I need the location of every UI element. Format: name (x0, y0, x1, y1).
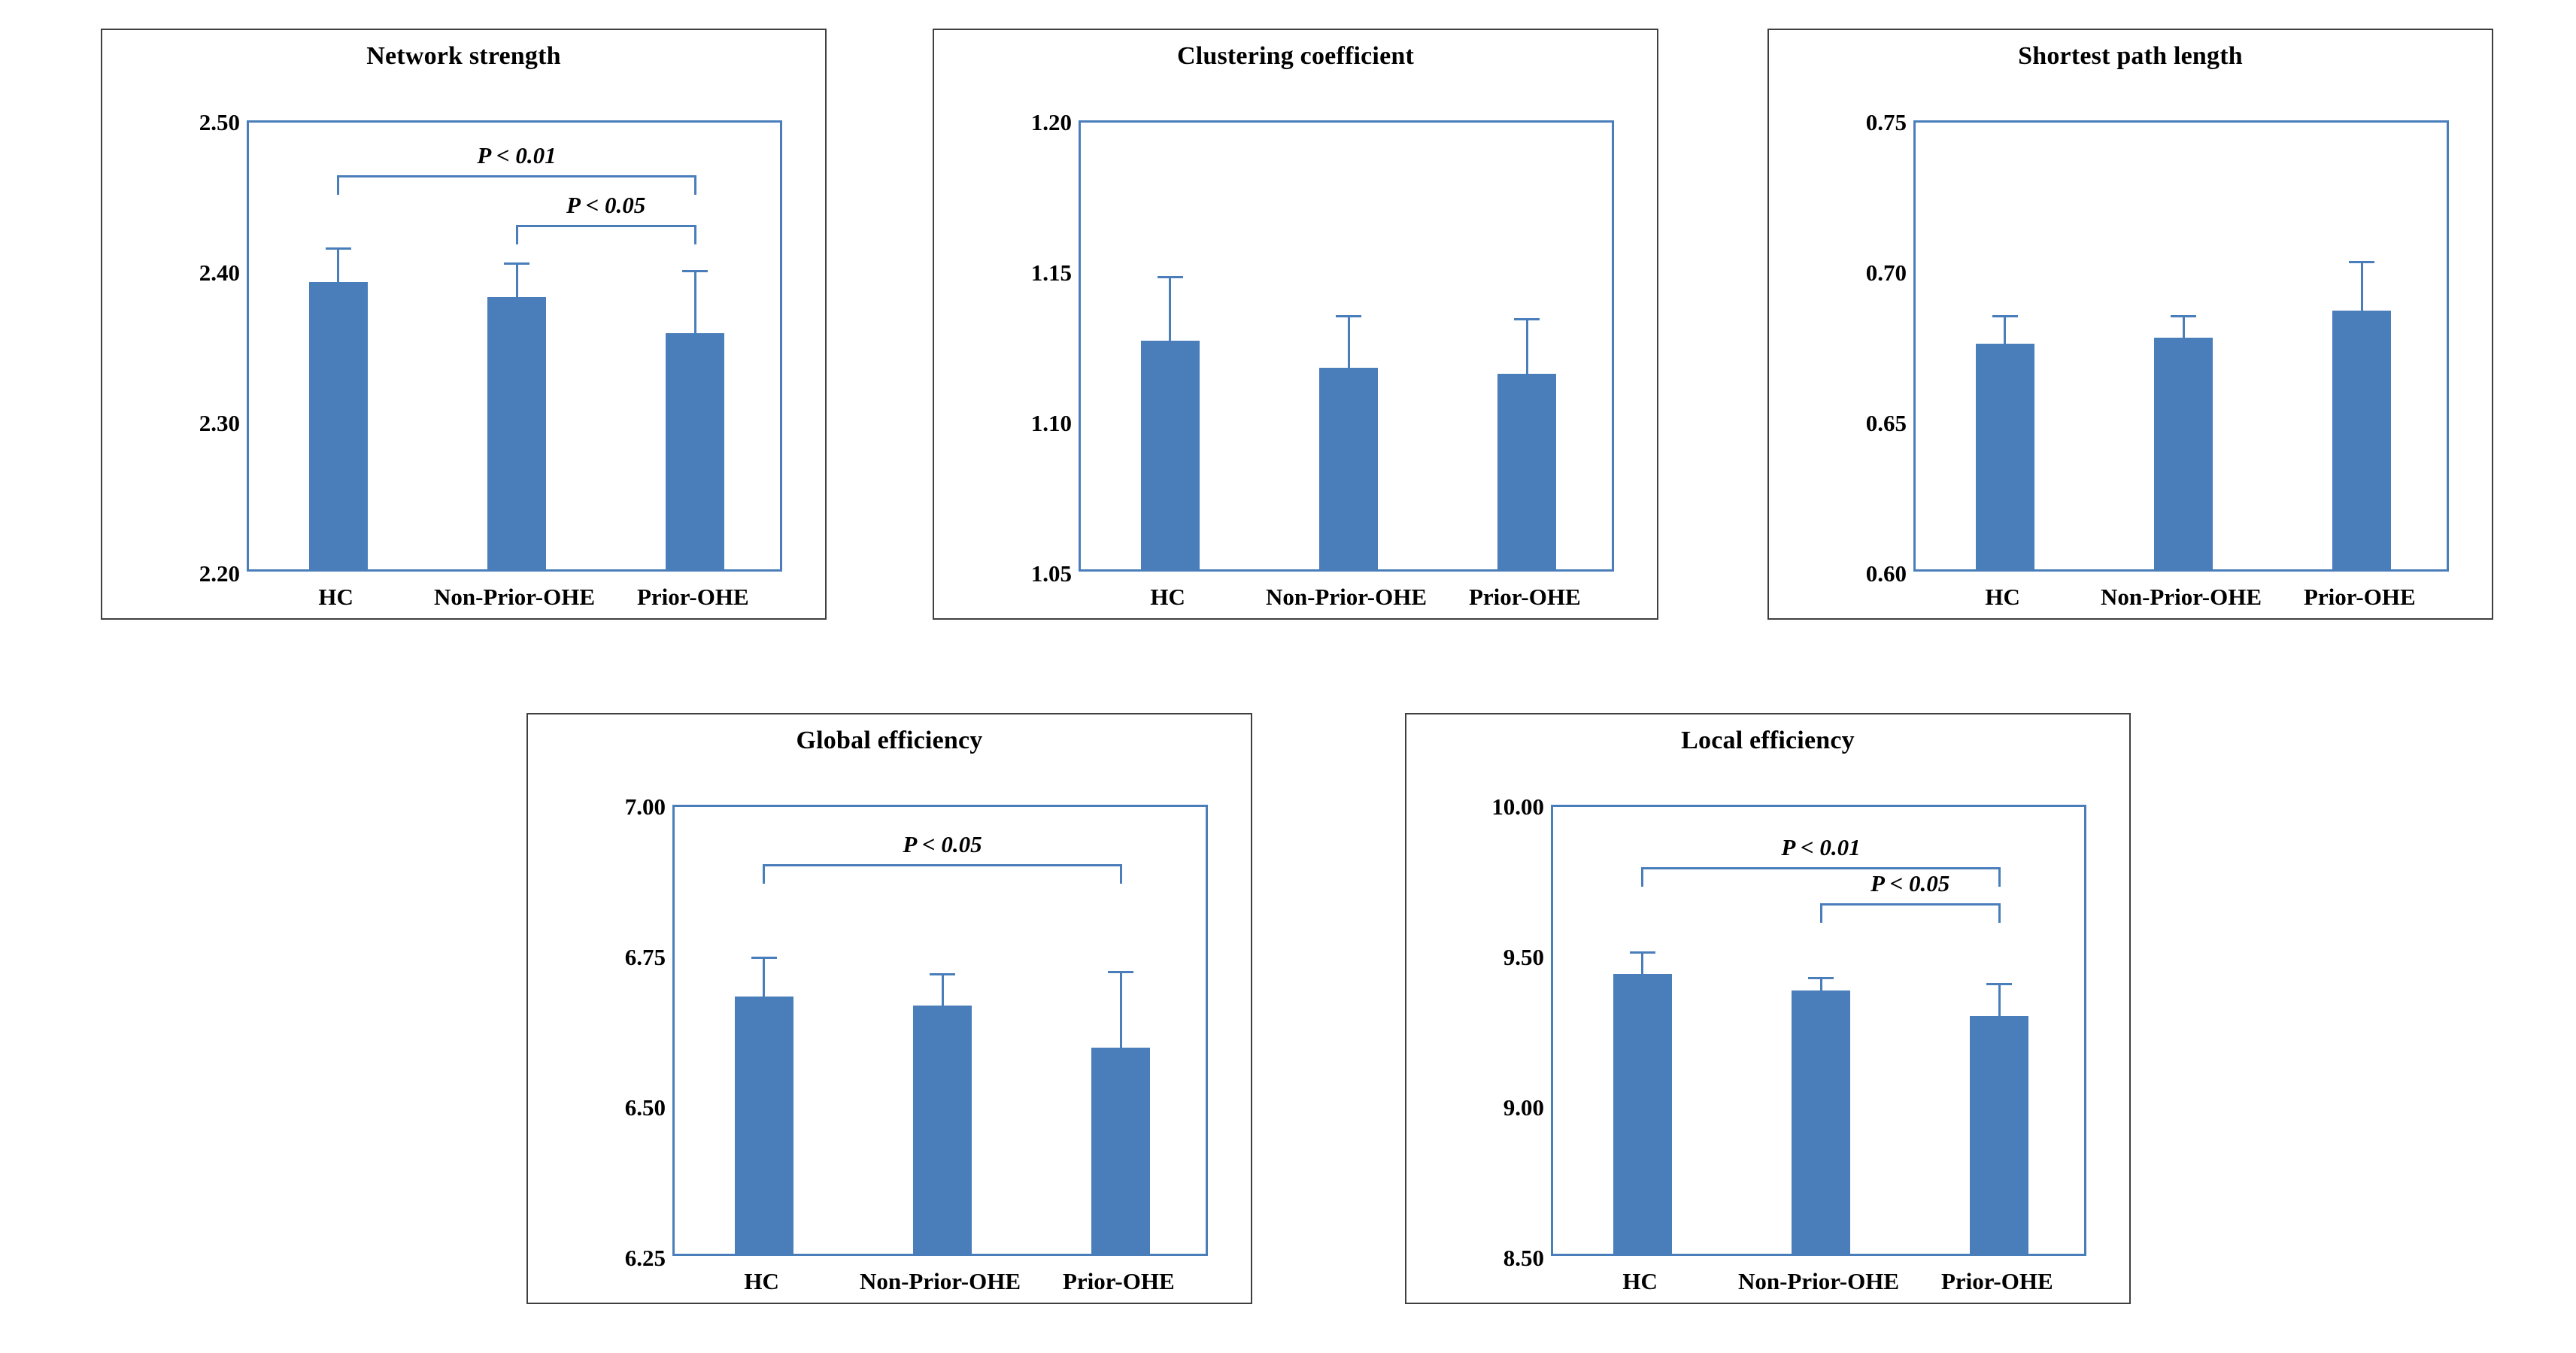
x-axis-label-1: HC (1985, 584, 2020, 610)
chart-panel-global-efficiency (526, 713, 1252, 1304)
bar-1 (735, 997, 793, 1254)
bar-1 (1613, 974, 1672, 1254)
error-bar-3 (2361, 261, 2363, 315)
x-axis-label-2: Non-Prior-OHE (1265, 584, 1428, 610)
error-bar-1 (337, 247, 339, 287)
error-bar-2 (1820, 977, 1822, 995)
significance-bracket-1 (1643, 867, 2000, 869)
y-tick-label: 1.20 (1030, 109, 1072, 135)
error-bar-cap-1 (1630, 951, 1655, 954)
bar-3 (1970, 1016, 2028, 1254)
significance-label-2: P < 0.05 (1863, 870, 1957, 897)
x-axis-label-3: Prior-OHE (636, 584, 749, 610)
error-bar-3 (1526, 318, 1528, 378)
y-tick-label: 2.40 (199, 259, 240, 286)
bar-2 (1319, 368, 1378, 569)
significance-bracket-tick-1-1 (337, 175, 339, 195)
error-bar-2 (516, 262, 518, 302)
error-bar-1 (1169, 276, 1171, 345)
y-tick-label: 2.20 (199, 560, 240, 587)
y-tick-label: 9.00 (1503, 1094, 1544, 1121)
significance-bracket-tick-1-2 (1998, 867, 2001, 887)
significance-bracket-tick-2-1 (1820, 903, 1822, 923)
x-axis-label-3: Prior-OHE (1468, 584, 1581, 610)
chart-panel-local-efficiency (1405, 713, 2131, 1304)
y-tick-label: 7.00 (624, 793, 666, 820)
y-tick-label: 10.00 (1491, 793, 1544, 820)
y-tick-label: 0.60 (1865, 560, 1907, 587)
significance-label-1: P < 0.01 (469, 142, 563, 169)
x-axis-label-3: Prior-OHE (1062, 1268, 1175, 1294)
x-axis-label-2: Non-Prior-OHE (859, 1268, 1021, 1294)
x-axis-label-1: HC (1150, 584, 1185, 610)
significance-bracket-tick-1-1 (1641, 867, 1643, 887)
error-bar-cap-2 (1336, 315, 1361, 317)
error-bar-cap-3 (1108, 971, 1133, 973)
significance-bracket-tick-1-2 (1120, 864, 1122, 884)
y-tick-label: 0.75 (1865, 109, 1907, 135)
bar-1 (1141, 341, 1200, 569)
y-tick-label: 2.30 (199, 410, 240, 436)
error-bar-cap-1 (326, 247, 351, 250)
plot-area (624, 793, 1208, 1271)
error-bar-1 (763, 957, 765, 1000)
significance-bracket-1 (338, 175, 696, 177)
bar-1 (1976, 344, 2034, 569)
significance-bracket-tick-1-1 (763, 864, 765, 884)
x-axis-label-3: Prior-OHE (1940, 1268, 2053, 1294)
y-tick-label: 0.65 (1865, 410, 1907, 436)
error-bar-cap-1 (1992, 315, 2018, 317)
y-tick-label: 6.50 (624, 1094, 666, 1121)
significance-bracket-tick-2-2 (1998, 903, 2001, 923)
chart-title: Global efficiency (796, 727, 983, 754)
chart-panel-network-strength (101, 29, 827, 620)
y-tick-label: 1.05 (1030, 560, 1072, 587)
error-bar-3 (694, 270, 696, 338)
chart-title: Network strength (366, 42, 561, 70)
x-axis-label-3: Prior-OHE (2303, 584, 2416, 610)
bar-2 (913, 1006, 972, 1254)
y-tick-label: 8.50 (1503, 1245, 1544, 1271)
significance-bracket-2 (517, 225, 695, 227)
y-tick-label: 9.50 (1503, 944, 1544, 970)
error-bar-1 (2004, 315, 2006, 348)
plot-area (1491, 793, 2086, 1271)
x-axis-label-2: Non-Prior-OHE (1737, 1268, 1900, 1294)
x-axis-label-2: Non-Prior-OHE (433, 584, 596, 610)
plot-area (1030, 109, 1614, 587)
significance-bracket-tick-2-2 (694, 225, 696, 244)
error-bar-1 (1641, 951, 1643, 978)
y-tick-label: 1.10 (1030, 410, 1072, 436)
bar-3 (1497, 374, 1556, 569)
x-axis-label-1: HC (744, 1268, 779, 1294)
error-bar-2 (942, 973, 944, 1011)
significance-label-1: P < 0.01 (1773, 834, 1868, 861)
error-bar-cap-1 (751, 957, 777, 959)
error-bar-cap-2 (930, 973, 955, 975)
chart-title: Shortest path length (2018, 42, 2243, 70)
significance-bracket-2 (1821, 903, 1999, 906)
y-tick-label: 6.75 (624, 944, 666, 970)
error-bar-2 (1348, 315, 1350, 372)
significance-bracket-tick-1-2 (694, 175, 696, 195)
bar-2 (487, 297, 546, 569)
chart-title: Local efficiency (1681, 727, 1855, 754)
error-bar-cap-3 (1986, 983, 2012, 985)
error-bar-3 (1998, 983, 2001, 1021)
bar-3 (1091, 1048, 1150, 1254)
chart-panel-shortest-path-length (1767, 29, 2493, 620)
significance-label-1: P < 0.05 (895, 831, 989, 858)
x-axis-label-1: HC (1622, 1268, 1658, 1294)
error-bar-cap-1 (1158, 276, 1183, 278)
error-bar-cap-2 (2171, 315, 2196, 317)
error-bar-cap-2 (1808, 977, 1834, 979)
x-axis-label-2: Non-Prior-OHE (2100, 584, 2262, 610)
bar-2 (2154, 338, 2213, 569)
significance-bracket-tick-2-1 (516, 225, 518, 244)
plot-area (199, 109, 782, 587)
bar-2 (1792, 990, 1850, 1254)
error-bar-cap-3 (1514, 318, 1540, 320)
chart-title: Clustering coefficient (1176, 42, 1415, 70)
y-tick-label: 0.70 (1865, 259, 1907, 286)
chart-panel-clustering-coefficient (933, 29, 1658, 620)
error-bar-3 (1120, 971, 1122, 1052)
plot-area (1865, 109, 2449, 587)
y-tick-label: 2.50 (199, 109, 240, 135)
x-axis-label-1: HC (318, 584, 353, 610)
error-bar-2 (2183, 315, 2185, 342)
bar-1 (309, 282, 368, 569)
error-bar-cap-3 (682, 270, 708, 272)
significance-bracket-1 (764, 864, 1121, 866)
bar-3 (2332, 311, 2391, 569)
error-bar-cap-3 (2349, 261, 2374, 263)
bar-3 (666, 333, 724, 569)
significance-label-2: P < 0.05 (559, 192, 653, 219)
error-bar-cap-2 (504, 262, 529, 265)
y-tick-label: 1.15 (1030, 259, 1072, 286)
y-tick-label: 6.25 (624, 1245, 666, 1271)
